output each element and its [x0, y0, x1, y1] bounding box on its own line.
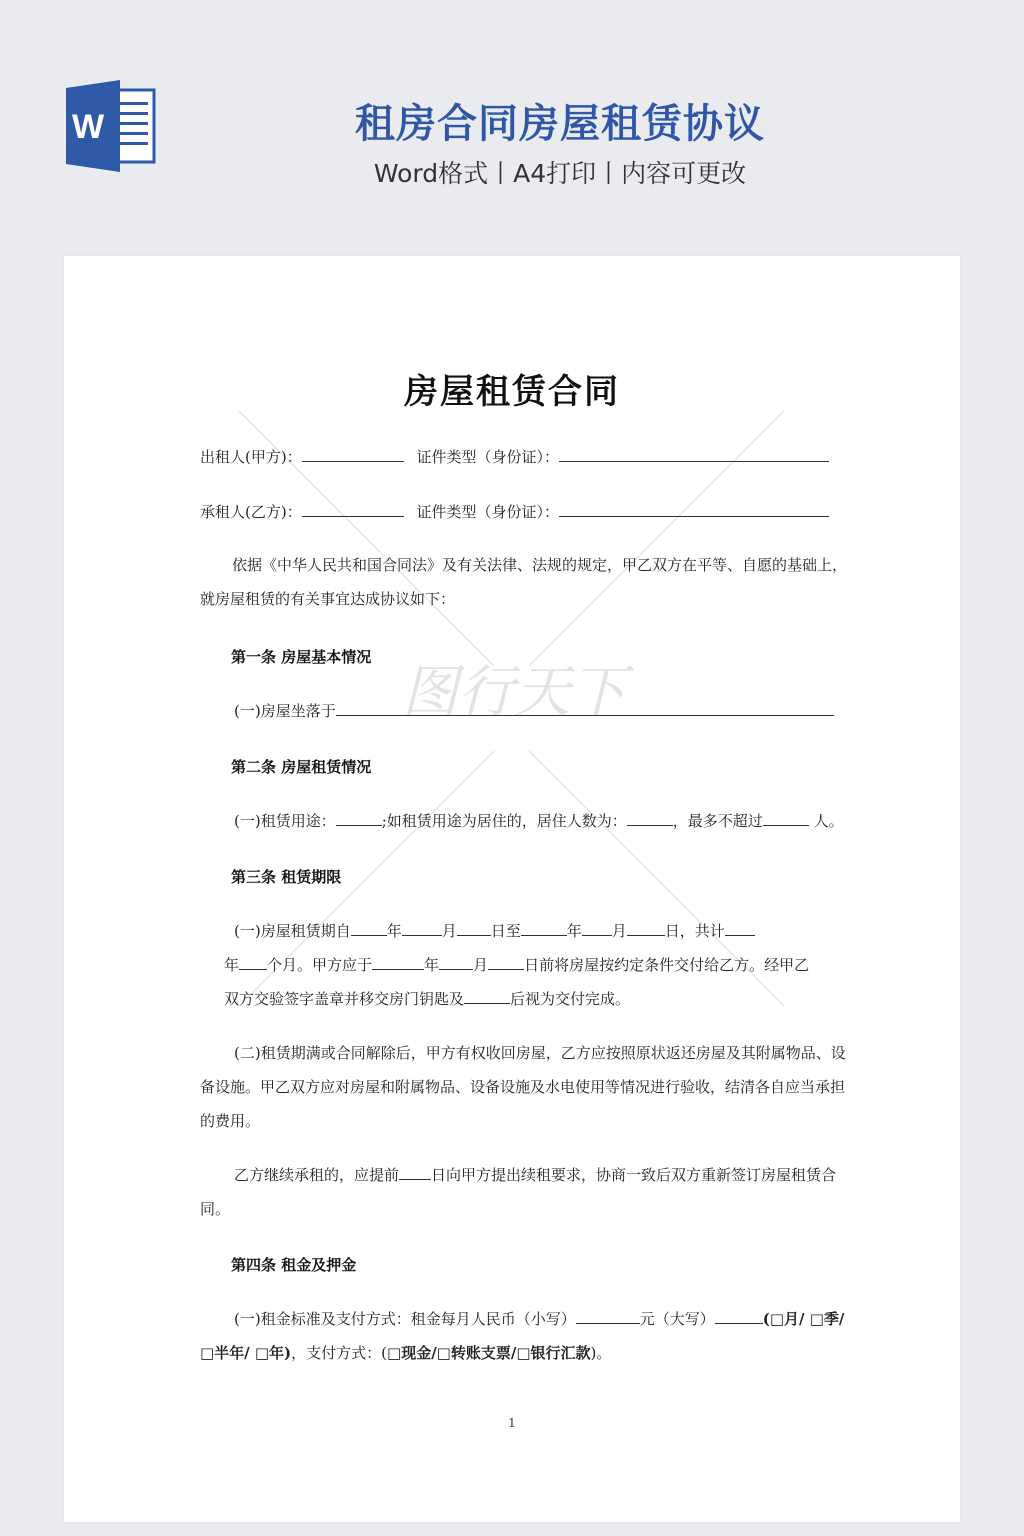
rent-label: (一)租金标准及支付方式：租金每月人民币（小写） — [234, 1310, 576, 1328]
renewal-label: 乙方继续承租的，应提前 — [234, 1166, 400, 1184]
start-year-blank[interactable] — [351, 920, 387, 936]
article3-item1-line1 — [234, 920, 755, 941]
document-title: 房屋租赁合同 — [404, 372, 620, 412]
delivery-label: 日前将房屋按约定条件交付给乙方。经甲乙 — [524, 956, 810, 974]
id-type-label: 证件类型（身份证）： — [416, 448, 560, 466]
max-residents-blank[interactable] — [763, 810, 809, 826]
payment-method-close: )。 — [590, 1344, 612, 1362]
person-unit: 人。 — [808, 812, 844, 830]
year-unit: 年 — [386, 922, 402, 940]
preamble: 依据《中华人民共和国合同法》及有关法律、法规的规定，甲乙双方在平等、自愿的基础上，就房屋租赁的有关事宜达成协议如下： — [200, 556, 848, 608]
end-month-blank[interactable] — [582, 920, 612, 936]
year-unit: 年 — [224, 956, 240, 974]
article3-renewal — [200, 1158, 856, 1226]
lease-use-blank[interactable] — [336, 810, 382, 826]
word-icon-letter: W — [71, 108, 105, 146]
page-number: 1 — [508, 1416, 516, 1430]
article2-heading: 第二条 房屋租赁情况 — [231, 758, 372, 776]
delivery-month-blank[interactable] — [439, 954, 473, 970]
month-unit: 月 — [441, 922, 457, 940]
day-to-label: 日至 — [490, 922, 521, 940]
payment-method-label: ，支付方式：( — [291, 1344, 388, 1362]
handover-complete-label: 后视为交付完成。 — [510, 990, 631, 1008]
document-page — [64, 256, 960, 1522]
residents-blank[interactable] — [627, 810, 673, 826]
lessee-name-blank[interactable] — [302, 501, 404, 517]
start-day-blank[interactable] — [457, 920, 491, 936]
article1-item1 — [234, 700, 834, 721]
delivery-year-blank[interactable] — [372, 954, 424, 970]
banner-subtitle: Word格式丨A4打印丨内容可更改 — [373, 159, 747, 188]
max-residents-label: ，最多不超过 — [672, 812, 763, 830]
rent-uppercase-blank[interactable] — [715, 1308, 763, 1324]
article1-item1-label: (一)房屋坐落于 — [234, 702, 336, 720]
article3-item2: (二)租赁期满或合同解除后，甲方有权收回房屋，乙方应按照原状返还房屋及其附属物品、设备设施。甲乙双方应对房屋和附属物品、设备设施及水电使用等情况进行验收，结清各自应当承担的费用。 — [200, 1044, 846, 1130]
article3-item1-line3 — [224, 988, 630, 1009]
article3-heading: 第三条 租赁期限 — [231, 868, 342, 886]
lessor-row — [200, 446, 829, 467]
total-label: 日，共计 — [664, 922, 725, 940]
lessor-id-blank[interactable] — [559, 446, 829, 462]
month-unit: 月 — [611, 922, 627, 940]
residents-label: ;如租赁用途为居住的，居住人数为： — [381, 812, 627, 830]
renewal-text: 日向甲方提出续租要求，协商一致后双方重新签订房屋租赁合同。 — [200, 1166, 837, 1218]
months-label: 个月。甲方应于 — [267, 956, 373, 974]
article4-heading: 第四条 租金及押金 — [231, 1256, 357, 1274]
renewal-days-blank[interactable] — [399, 1164, 431, 1180]
year-unit: 年 — [566, 922, 582, 940]
lessee-row — [200, 501, 829, 522]
payment-period-options[interactable]: (□月/ □季/ □半年/ □年) — [200, 1310, 845, 1362]
id-type-label: 证件类型（身份证）： — [416, 503, 560, 521]
watermark-text: 图行天下 — [402, 660, 626, 725]
lessee-id-blank[interactable] — [559, 501, 829, 517]
article3-item1-line2 — [224, 954, 809, 975]
end-day-blank[interactable] — [627, 920, 665, 936]
article1-heading: 第一条 房屋基本情况 — [231, 648, 372, 666]
handover-items-blank[interactable] — [464, 988, 510, 1004]
header-banner — [0, 0, 1024, 250]
rent-amount-blank[interactable] — [576, 1308, 640, 1324]
property-address-blank[interactable] — [336, 700, 834, 716]
year-unit: 年 — [424, 956, 440, 974]
lessor-name-blank[interactable] — [302, 446, 404, 462]
total-months-blank[interactable] — [239, 954, 267, 970]
rent-uppercase-label: 元（大写） — [639, 1310, 715, 1328]
lessee-label: 承租人(乙方)： — [200, 503, 302, 521]
handover-label: 双方交验签字盖章并移交房门钥匙及 — [224, 990, 465, 1008]
start-month-blank[interactable] — [402, 920, 442, 936]
article4-item1 — [200, 1302, 856, 1370]
banner-title: 租房合同房屋租赁协议 — [355, 101, 765, 147]
article2-item1 — [234, 810, 844, 831]
lessor-label: 出租人(甲方)： — [200, 448, 302, 466]
term-label: (一)房屋租赁期自 — [234, 922, 351, 940]
payment-method-options[interactable]: □现金/□转账支票/□银行汇款 — [387, 1344, 591, 1362]
total-years-blank[interactable] — [725, 920, 755, 936]
month-unit: 月 — [473, 956, 489, 974]
word-document-icon — [64, 80, 160, 172]
delivery-day-blank[interactable] — [488, 954, 524, 970]
end-year-blank[interactable] — [521, 920, 567, 936]
lease-use-label: (一)租赁用途： — [234, 812, 336, 830]
